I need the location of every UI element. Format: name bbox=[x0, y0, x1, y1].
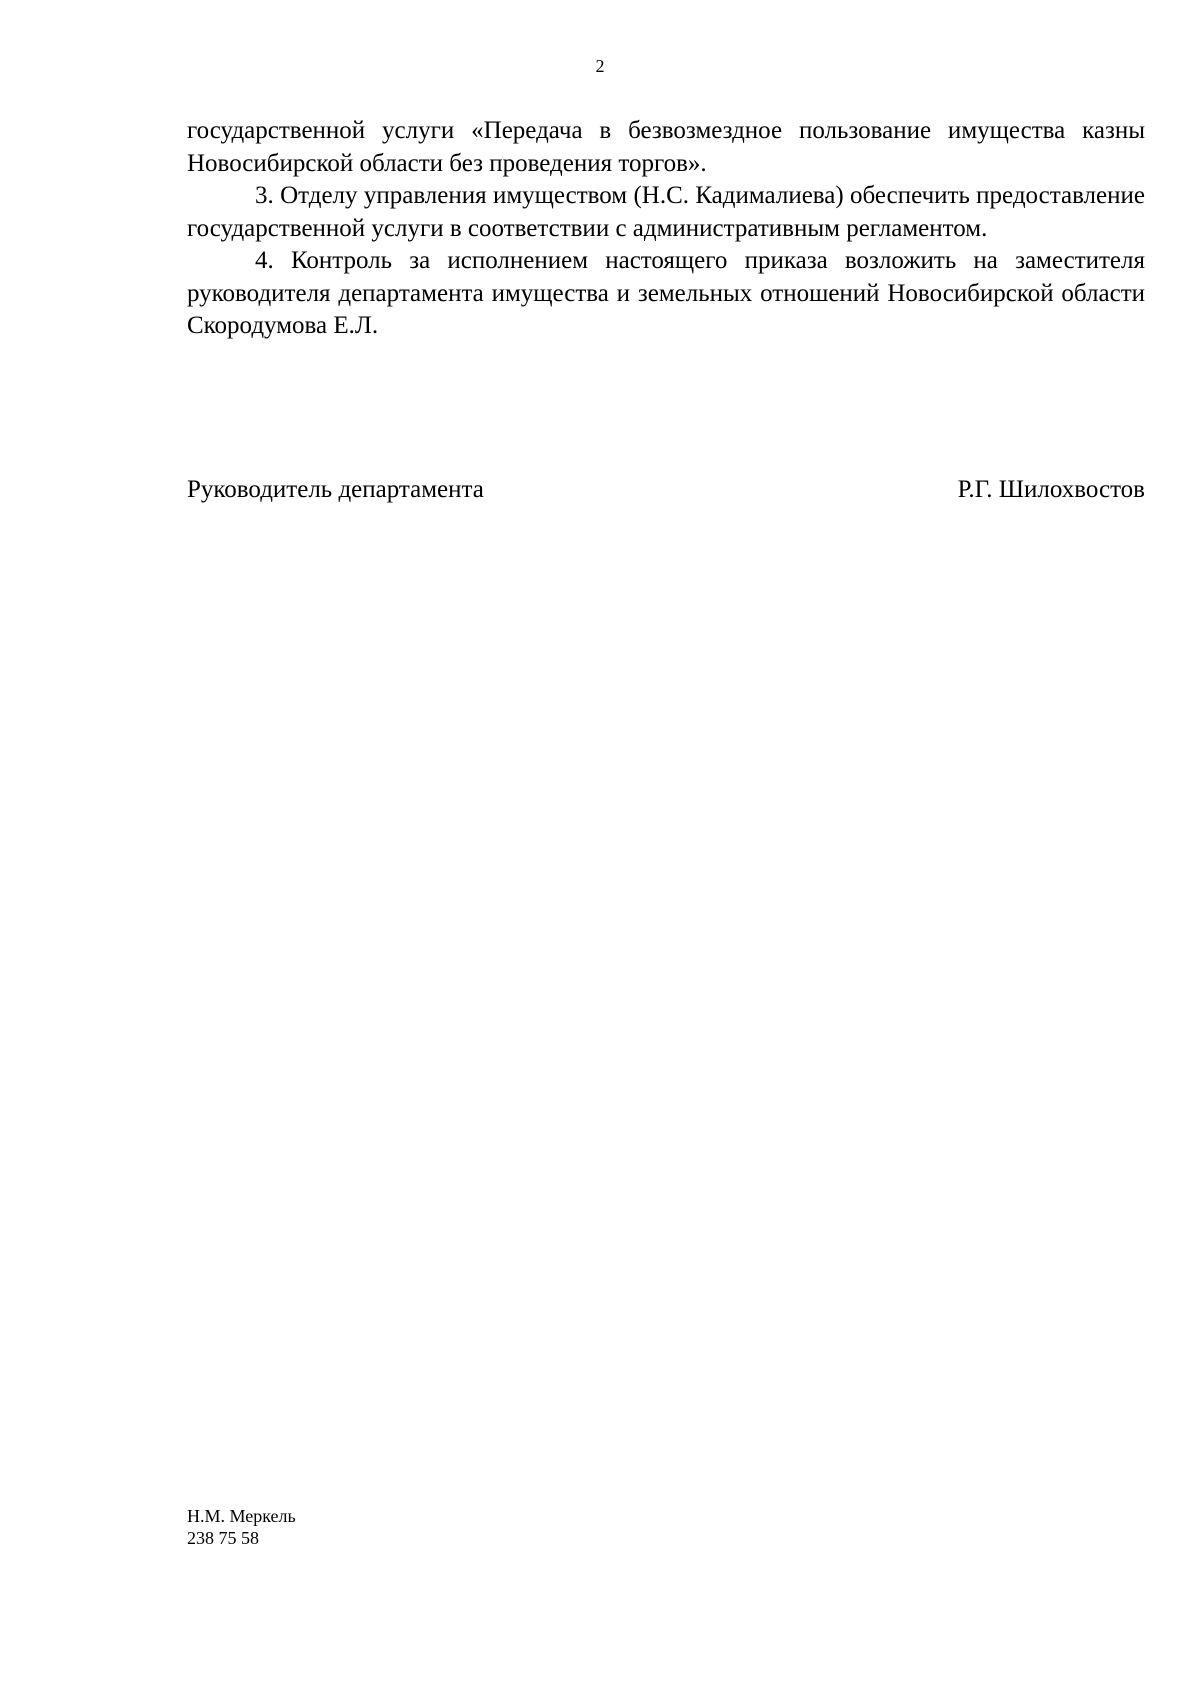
executor-phone: 238 75 58 bbox=[187, 1528, 259, 1548]
executor-block bbox=[187, 1505, 296, 1549]
document-body bbox=[187, 115, 1145, 343]
paragraph-item-4: 4. Контроль за исполнением настоящего приказа возложить на заместителя руководителя департамента имущества и земельных отношений Новосибирской области Скородумова Е.Л. bbox=[187, 247, 1145, 339]
page-number: 2 bbox=[595, 56, 605, 76]
executor-name: Н.М. Меркель bbox=[187, 1506, 296, 1526]
signature-block bbox=[187, 474, 1145, 506]
signatory-name: Р.Г. Шилохвостов bbox=[957, 476, 1145, 503]
signatory-position: Руководитель департамента bbox=[187, 476, 484, 503]
paragraph-item-3: 3. Отделу управления имуществом (Н.С. Кадималиева) обеспечить предоставление государственной услуги в соответствии с административным регламентом. bbox=[187, 182, 1145, 242]
paragraph-continuation: государственной услуги «Передача в безвозмездное пользование имущества казны Новосибирской области без проведения торгов». bbox=[187, 117, 1145, 177]
